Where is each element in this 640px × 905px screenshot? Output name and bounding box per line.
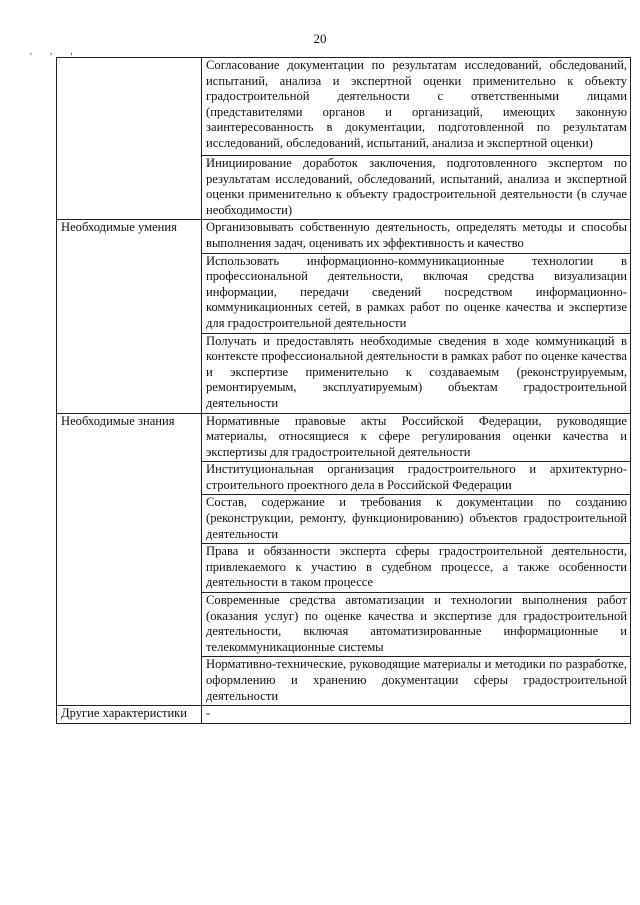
table-cell-knowledge: Современные средства автоматизации и технологии выполнения работ (оказания услуг) по оценке качества и экспертизе для градостроительной деятельности, включая автоматизированные информационные и телекоммуникационные системы [202,593,631,657]
table-cell-labor-action: Инициирование доработок заключения, подготовленного экспертом по результатам исследований, обследований, испытаний, анализа и экспертной оценки применительно к объекту градостроительной деятельности (в случае необходимости) [202,156,631,220]
table-row [57,220,631,253]
row-label-other: Другие характеристики [57,706,202,724]
table-row [57,706,631,724]
table-cell-labor-action: Согласование документации по результатам исследований, обследований, испытаний, анализа и экспертной оценки применительно к объекту градостроительной деятельности с ответственными лицами (представителями органов и организаций, имеющих законную заинтересованность в документации, подготовленной по результатам исследований, обследований, испытаний, анализа и экспертной оценки) [202,58,631,156]
row-label-continued [57,58,202,220]
table-cell-skill: Получать и предоставлять необходимые сведения в ходе коммуникаций в контексте профессиональной деятельности в рамках работ по оценке качества и экспертизе применительно к создаваемым (реконструируемым, ремонтируемым, эксплуатируемым) объектам градостроительной деятельности [202,333,631,413]
table-cell-knowledge: Нормативные правовые акты Российской Федерации, руководящие материалы, относящиеся к сфере регулирования оценки качества и экспертизы для градостроительной деятельности [202,413,631,462]
row-label-skills: Необходимые умения [57,220,202,413]
page-number: 20 [313,31,327,46]
row-label-knowledge: Необходимые знания [57,413,202,706]
table-cell-knowledge: Права и обязанности эксперта сферы градостроительной деятельности, привлекаемого к участию в судебном процессе, а также особенности деятельности в таком процессе [202,544,631,593]
table-cell-other: - [202,706,631,724]
table-row [57,413,631,462]
table-cell-knowledge: Состав, содержание и требования к документации по созданию (реконструкции, ремонту, функционированию) объектов градостроительной деятельности [202,495,631,544]
table-cell-knowledge: Нормативно-технические, руководящие материалы и методики по разработке, оформлению и хранению документации сферы градостроительной деятельности [202,657,631,706]
competency-table [56,57,631,724]
table-cell-skill: Организовывать собственную деятельность, определять методы и способы выполнения задач, оценивать их эффективность и качество [202,220,631,253]
table-cell-knowledge: Институциональная организация градостроительного и архитектурно-строительного проектного дела в Российской Федерации [202,462,631,495]
table-cell-skill: Использовать информационно-коммуникационные технологии в профессиональной деятельности, включая средства визуализации информации, передачи сведений посредством информационно-коммуникационных сетей, в рамках работ по оценке качества и экспертизе для градостроительной деятельности [202,253,631,333]
table-row [57,58,631,156]
margin-marks: ' ' ' [30,52,81,63]
